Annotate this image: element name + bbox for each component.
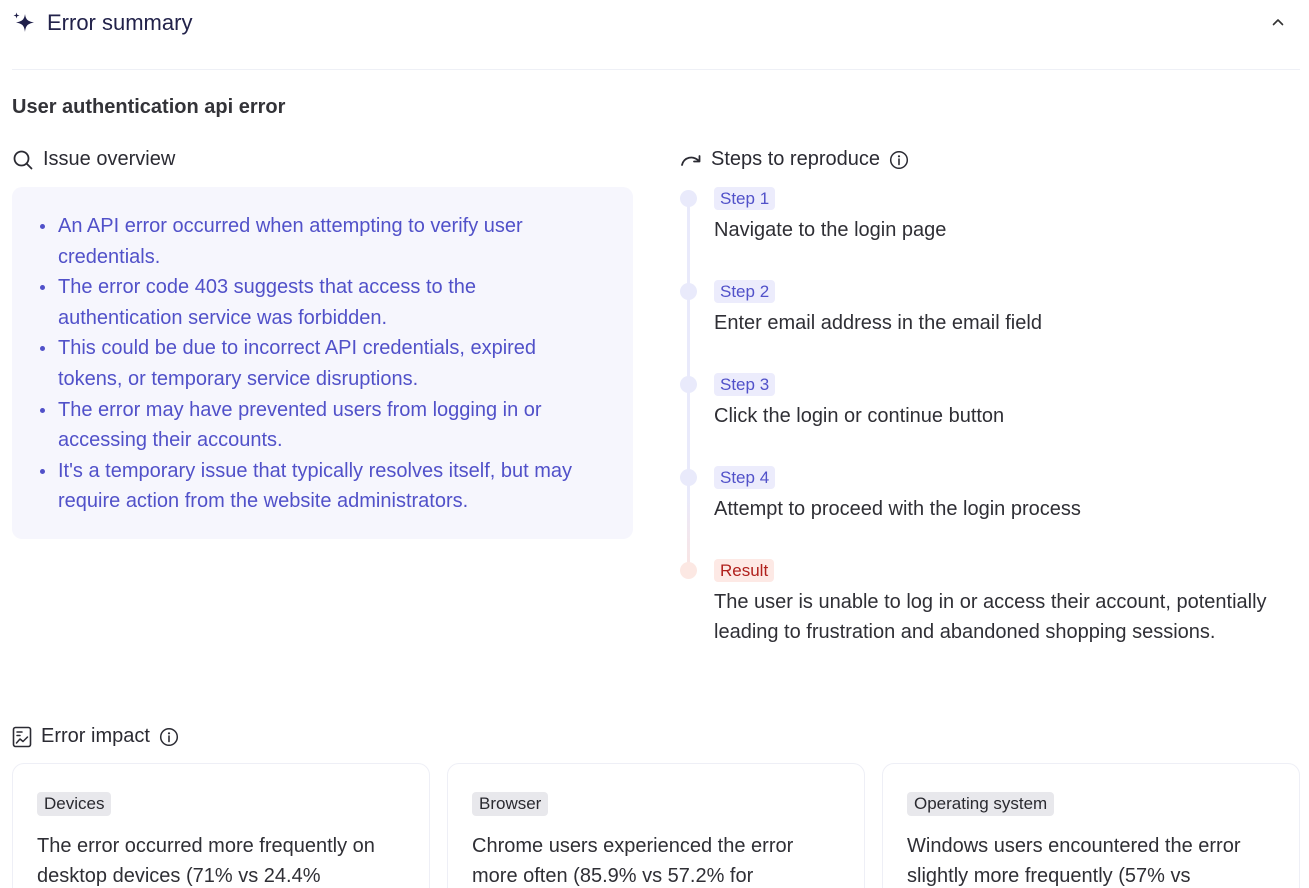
step-badge: Step 4 (714, 466, 775, 489)
step-badge: Step 2 (714, 280, 775, 303)
step-text: Enter email address in the email field (714, 312, 1042, 334)
steps-heading (680, 148, 918, 171)
step-text: Attempt to proceed with the login process (714, 498, 1081, 520)
error-impact-label: Error impact (41, 725, 150, 747)
overview-bullet: An API error occurred when attempting to verify user credentials. (39, 211, 603, 272)
chevron-up-icon[interactable] (1270, 14, 1286, 30)
impact-description: The error occurred more frequently on desktop devices (71% vs 24.4% (37, 835, 375, 887)
result-text: The user is unable to log in or access their account, potentially leading to frustration and abandoned shopping sessions. (714, 591, 1267, 643)
error-impact-heading (12, 725, 188, 748)
impact-tag: Browser (472, 792, 548, 816)
issue-overview-box (12, 187, 633, 539)
overview-bullet: The error may have prevented users from logging in or accessing their accounts. (39, 395, 603, 456)
timeline-dot (680, 190, 697, 207)
search-icon (12, 149, 34, 171)
impact-tag: Devices (37, 792, 111, 816)
report-chart-icon (12, 726, 32, 748)
overview-bullet: This could be due to incorrect API credentials, expired tokens, or temporary service disruptions. (39, 333, 603, 394)
info-icon[interactable] (159, 727, 179, 747)
issue-overview-heading (12, 148, 175, 171)
step-text: Click the login or continue button (714, 405, 1005, 427)
impact-card-browser (447, 763, 865, 888)
step-badge: Step 3 (714, 373, 775, 396)
issue-title: User authentication api error (12, 96, 286, 118)
impact-tag: Operating system (907, 792, 1054, 816)
issue-overview-label: Issue overview (43, 148, 176, 170)
impact-description: Chrome users experienced the error more often (85.9% vs 57.2% for (472, 835, 794, 887)
sparkle-icon (12, 11, 36, 35)
timeline-dot (680, 376, 697, 393)
overview-bullet: The error code 403 suggests that access to the authentication service was forbidden. (39, 272, 603, 333)
timeline-dot (680, 469, 697, 486)
steps-label: Steps to reproduce (711, 148, 880, 170)
error-summary-header[interactable] (12, 0, 1300, 70)
overview-bullet: It's a temporary issue that typically resolves itself, but may require action from the website administrators. (39, 456, 603, 517)
impact-card-devices (12, 763, 430, 888)
overview-list (39, 211, 603, 517)
timeline-dot (680, 562, 697, 579)
redo-arrow-icon (680, 149, 702, 171)
impact-description: Windows users encountered the error slightly more frequently (57% vs (907, 835, 1241, 887)
step-text: Navigate to the login page (714, 219, 947, 241)
section-title: Error summary (47, 10, 193, 35)
step-badge: Step 1 (714, 187, 775, 210)
timeline-dot (680, 283, 697, 300)
impact-card-os (882, 763, 1300, 888)
result-badge: Result (714, 559, 774, 582)
info-icon[interactable] (889, 150, 909, 170)
